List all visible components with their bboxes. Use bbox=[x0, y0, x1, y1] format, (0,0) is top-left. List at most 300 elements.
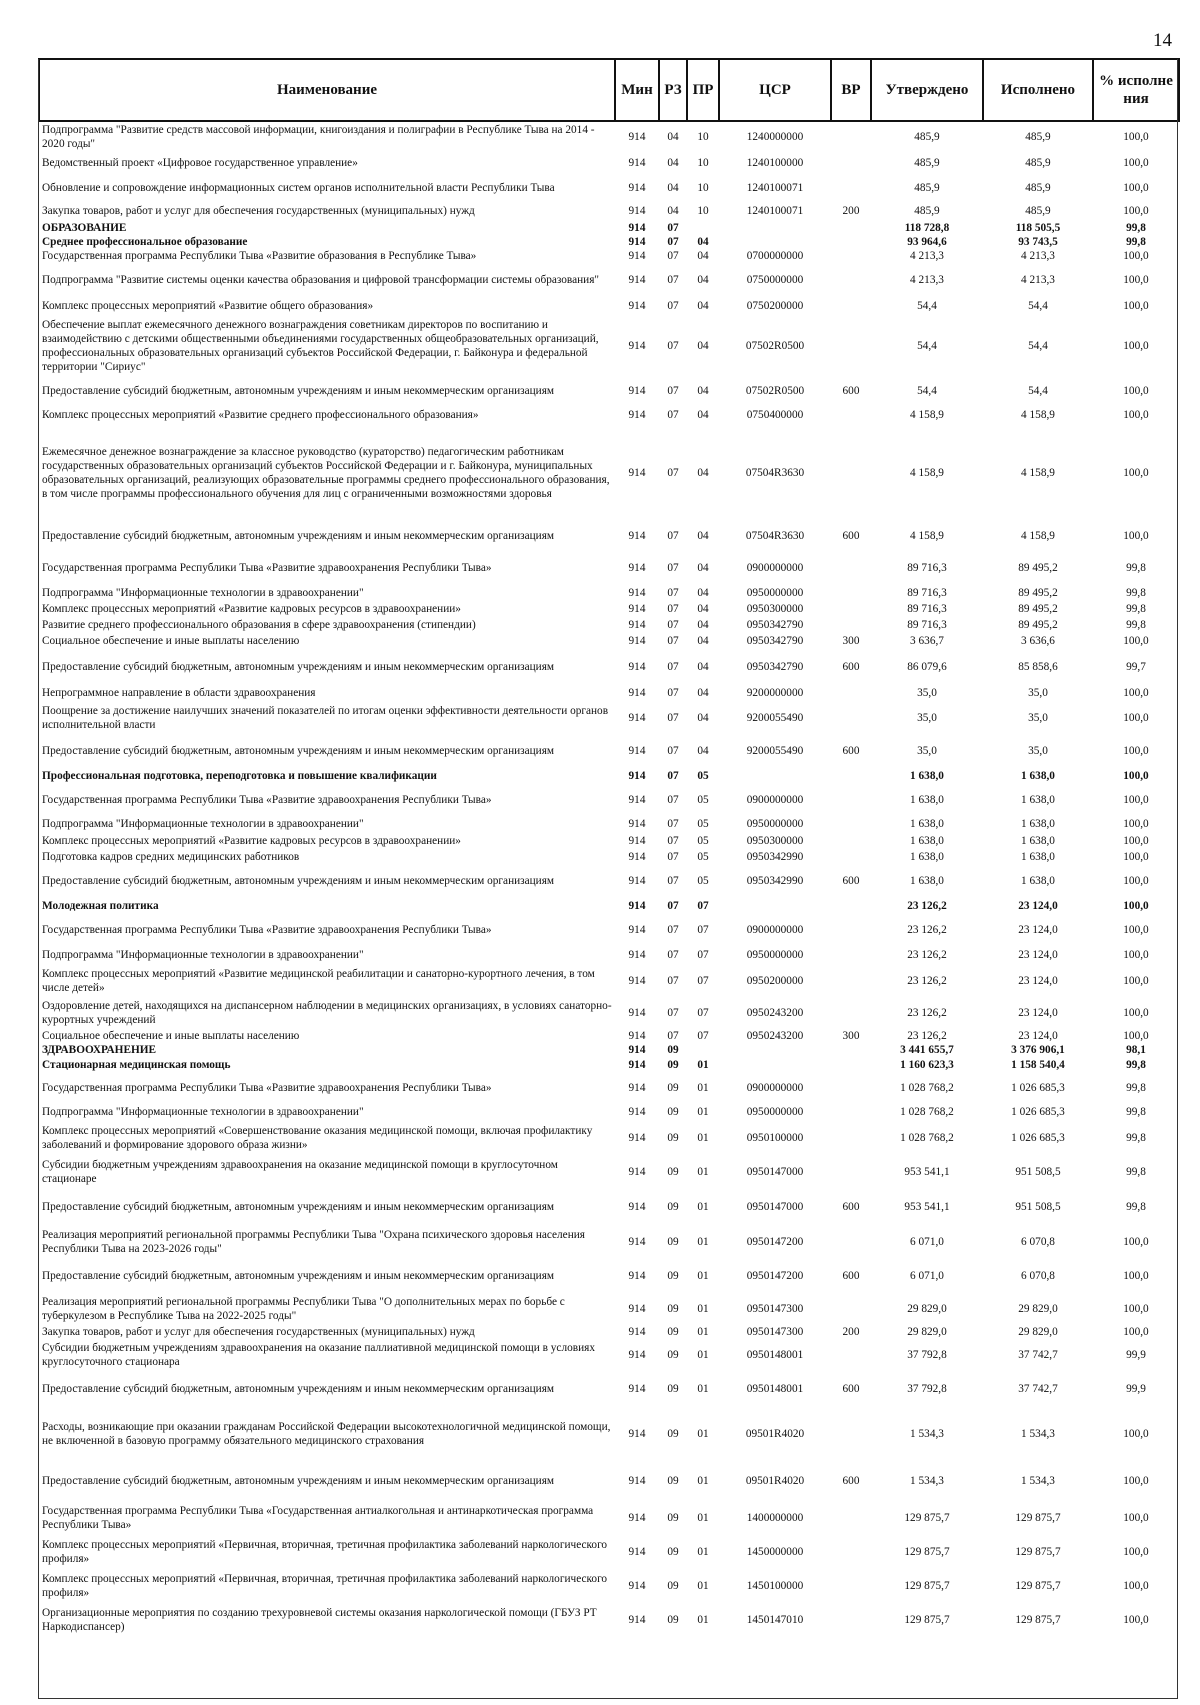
row-min: 914 bbox=[628, 1082, 646, 1094]
table-row bbox=[39, 315, 1179, 377]
row-approved: 1 028 768,2 bbox=[900, 1132, 954, 1144]
row-executed: 4 213,3 bbox=[1021, 250, 1055, 262]
row-pr: 01 bbox=[697, 1428, 709, 1440]
row-percent: 100,0 bbox=[1123, 1512, 1149, 1524]
row-percent: 99,9 bbox=[1126, 1383, 1146, 1395]
row-executed: 37 742,7 bbox=[1018, 1349, 1058, 1361]
row-csr: 0950147200 bbox=[746, 1236, 804, 1248]
row-percent: 100,0 bbox=[1123, 467, 1149, 479]
row-approved: 1 638,0 bbox=[910, 770, 944, 782]
row-executed: 35,0 bbox=[1028, 712, 1048, 724]
row-csr: 0950147000 bbox=[746, 1166, 804, 1178]
row-pr: 07 bbox=[697, 1030, 709, 1042]
row-rz: 09 bbox=[667, 1270, 679, 1282]
row-percent: 99,8 bbox=[1126, 619, 1146, 631]
row-csr: 09501R4020 bbox=[745, 1428, 805, 1440]
table-row bbox=[39, 201, 1179, 221]
row-pr: 10 bbox=[697, 130, 709, 143]
row-approved: 89 716,3 bbox=[907, 619, 947, 631]
row-name: Субсидии бюджетным учреждениям здравоохранения на оказание медицинской помощи в круглосуточном стационаре bbox=[42, 1159, 558, 1185]
row-percent: 100,0 bbox=[1123, 157, 1149, 169]
row-rz: 07 bbox=[667, 687, 679, 699]
row-csr: 0950342790 bbox=[746, 619, 804, 631]
header-csr: ЦСР bbox=[719, 59, 831, 121]
row-rz: 04 bbox=[667, 157, 679, 169]
row-approved: 89 716,3 bbox=[907, 603, 947, 615]
row-name: Предоставление субсидий бюджетным, автономным учреждениям и иным некоммерческим организациям bbox=[42, 661, 555, 673]
row-vr: 600 bbox=[842, 530, 860, 542]
row-executed: 1 638,0 bbox=[1021, 818, 1055, 830]
row-csr: 0950300000 bbox=[746, 603, 804, 615]
table-row bbox=[39, 425, 1179, 521]
row-vr bbox=[831, 221, 871, 235]
table-row bbox=[39, 601, 1179, 617]
row-name: Комплекс процессных мероприятий «Первичная, вторичная, третичная профилактика заболеваний наркологического профиля» bbox=[42, 1539, 608, 1565]
row-percent: 100,0 bbox=[1123, 1475, 1149, 1487]
row-percent: 99,8 bbox=[1126, 562, 1146, 574]
row-name: Предоставление субсидий бюджетным, автономным учреждениям и иным некоммерческим организациям bbox=[42, 385, 555, 397]
row-percent: 100,0 bbox=[1123, 1030, 1149, 1042]
row-executed: 1 638,0 bbox=[1021, 851, 1055, 863]
row-executed: 1 638,0 bbox=[1021, 770, 1055, 782]
row-csr bbox=[719, 221, 831, 235]
table-row bbox=[39, 865, 1179, 897]
row-vr bbox=[831, 965, 871, 997]
row-executed: 1 534,3 bbox=[1021, 1428, 1055, 1440]
row-pr: 10 bbox=[697, 205, 709, 217]
row-csr bbox=[719, 235, 831, 249]
row-pr: 04 bbox=[697, 385, 709, 397]
row-approved: 86 079,6 bbox=[907, 661, 947, 673]
row-approved: 129 875,7 bbox=[904, 1546, 950, 1558]
row-vr: 600 bbox=[842, 745, 860, 757]
row-name: Комплекс процессных мероприятий «Развитие среднего профессионального образования» bbox=[42, 409, 479, 421]
table-row bbox=[39, 1293, 1179, 1325]
row-name: Обновление и сопровождение информационных систем органов исполнительной власти Республики Тыва bbox=[42, 182, 555, 194]
row-rz: 07 bbox=[667, 900, 679, 912]
row-name: Оздоровление детей, находящихся на диспансерном наблюдении в медицинских организациях, в условиях санаторно-курортных учреждений bbox=[42, 1000, 612, 1026]
row-name: Предоставление субсидий бюджетным, автономным учреждениям и иным некоммерческим организациям bbox=[42, 745, 555, 757]
table-row bbox=[39, 815, 1179, 833]
row-percent: 100,0 bbox=[1123, 182, 1149, 194]
row-approved: 4 213,3 bbox=[910, 250, 944, 262]
row-executed: 93 743,5 bbox=[1018, 236, 1058, 248]
row-percent: 100,0 bbox=[1123, 1614, 1149, 1626]
row-csr: 0700000000 bbox=[746, 250, 804, 262]
row-percent: 100,0 bbox=[1123, 1580, 1149, 1592]
row-percent: 99,8 bbox=[1126, 1059, 1146, 1071]
row-min: 914 bbox=[628, 1326, 646, 1338]
row-executed: 129 875,7 bbox=[1015, 1546, 1061, 1558]
row-min: 914 bbox=[628, 975, 646, 987]
row-percent: 100,0 bbox=[1123, 818, 1149, 830]
row-min: 914 bbox=[628, 530, 646, 542]
row-name: Подпрограмма "Информационные технологии в здравоохранении" bbox=[42, 1106, 364, 1118]
row-vr: 300 bbox=[842, 635, 860, 647]
row-csr: 0900000000 bbox=[746, 794, 804, 806]
table-row bbox=[39, 585, 1179, 601]
row-csr bbox=[719, 897, 831, 915]
row-executed: 23 124,0 bbox=[1018, 900, 1058, 912]
row-vr bbox=[831, 1155, 871, 1189]
row-csr: 0950148001 bbox=[746, 1349, 804, 1361]
row-name: Предоставление субсидий бюджетным, автономным учреждениям и иным некоммерческим организациям bbox=[42, 1201, 555, 1213]
row-pr: 04 bbox=[697, 619, 709, 631]
row-csr: 0900000000 bbox=[746, 1082, 804, 1094]
row-executed: 35,0 bbox=[1028, 687, 1048, 699]
row-min: 914 bbox=[628, 1132, 646, 1144]
row-min: 914 bbox=[628, 687, 646, 699]
row-name: Подпрограмма "Развитие средств массовой информации, книгоиздания и полиграфии в Республике Тыва на 2014 - 2020 годы" bbox=[42, 123, 595, 150]
row-rz: 09 bbox=[667, 1082, 679, 1094]
row-approved: 1 638,0 bbox=[910, 818, 944, 830]
row-percent: 98,1 bbox=[1126, 1044, 1146, 1056]
row-pr: 01 bbox=[697, 1614, 709, 1626]
row-rz: 09 bbox=[667, 1512, 679, 1524]
table-row bbox=[39, 551, 1179, 585]
row-vr bbox=[831, 1569, 871, 1603]
row-csr: 0950342790 bbox=[746, 635, 804, 647]
row-min: 914 bbox=[628, 794, 646, 806]
row-vr bbox=[831, 1293, 871, 1325]
row-vr bbox=[831, 1103, 871, 1121]
row-vr bbox=[831, 249, 871, 263]
row-vr bbox=[831, 1535, 871, 1569]
row-percent: 100,0 bbox=[1123, 835, 1149, 847]
row-csr: 1240100000 bbox=[746, 157, 804, 169]
row-rz: 09 bbox=[667, 1044, 679, 1056]
row-pr: 07 bbox=[697, 900, 709, 912]
row-name: Поощрение за достижение наилучших значений показателей по итогам оценки эффективности деятельности органов исполнительной власти bbox=[42, 705, 609, 731]
row-min: 914 bbox=[628, 236, 646, 248]
row-name: Непрограммное направление в области здравоохранения bbox=[42, 687, 316, 699]
row-percent: 100,0 bbox=[1123, 794, 1149, 806]
row-name: Государственная программа Республики Тыва «Развитие здравоохранения Республики Тыва» bbox=[42, 562, 492, 574]
table-row bbox=[39, 1569, 1179, 1603]
row-vr: 600 bbox=[842, 875, 860, 887]
table-row bbox=[39, 1189, 1179, 1225]
row-name: Закупка товаров, работ и услуг для обеспечения государственных (муниципальных) нужд bbox=[42, 205, 475, 217]
row-percent: 99,8 bbox=[1126, 1166, 1146, 1178]
row-name: Комплекс процессных мероприятий «Первичная, вторичная, третичная профилактика заболеваний наркологического профиля» bbox=[42, 1573, 608, 1599]
header-rz: РЗ bbox=[659, 59, 687, 121]
row-name: Государственная программа Республики Тыва «Развитие здравоохранения Республики Тыва» bbox=[42, 1082, 492, 1094]
row-vr bbox=[831, 617, 871, 633]
header-percent: % исполнения bbox=[1093, 59, 1179, 121]
row-pr: 01 bbox=[697, 1326, 709, 1338]
row-csr: 0950000000 bbox=[746, 1106, 804, 1118]
row-executed: 4 158,9 bbox=[1021, 409, 1055, 421]
table-row bbox=[39, 221, 1179, 235]
row-rz: 07 bbox=[667, 236, 679, 248]
row-executed: 3 376 906,1 bbox=[1011, 1044, 1065, 1056]
table-row bbox=[39, 175, 1179, 201]
row-approved: 23 126,2 bbox=[907, 1030, 947, 1042]
table-row bbox=[39, 997, 1179, 1029]
row-vr bbox=[831, 1339, 871, 1371]
row-csr: 0950147300 bbox=[746, 1326, 804, 1338]
row-pr: 01 bbox=[697, 1349, 709, 1361]
table-row bbox=[39, 1339, 1179, 1371]
row-min: 914 bbox=[628, 1166, 646, 1178]
row-name: Комплекс процессных мероприятий «Развитие кадровых ресурсов в здравоохранении» bbox=[42, 835, 461, 847]
row-pr: 01 bbox=[697, 1132, 709, 1144]
table-row bbox=[39, 649, 1179, 685]
row-name: Социальное обеспечение и иные выплаты населению bbox=[42, 1030, 300, 1042]
row-rz: 07 bbox=[667, 467, 679, 479]
row-percent: 100,0 bbox=[1123, 1546, 1149, 1558]
row-approved: 35,0 bbox=[917, 687, 937, 699]
row-executed: 89 495,2 bbox=[1018, 603, 1058, 615]
row-approved: 3 441 655,7 bbox=[900, 1044, 954, 1056]
table-row bbox=[39, 151, 1179, 175]
row-percent: 99,8 bbox=[1126, 603, 1146, 615]
row-percent: 99,8 bbox=[1126, 1132, 1146, 1144]
table-row bbox=[39, 735, 1179, 767]
row-min: 914 bbox=[628, 1614, 646, 1626]
row-rz: 07 bbox=[667, 661, 679, 673]
row-pr: 04 bbox=[697, 236, 709, 248]
row-min: 914 bbox=[628, 619, 646, 631]
row-min: 914 bbox=[628, 1201, 646, 1213]
row-executed: 1 026 685,3 bbox=[1011, 1082, 1065, 1094]
row-name: Государственная программа Республики Тыва «Развитие здравоохранения Республики Тыва» bbox=[42, 794, 492, 806]
table-row bbox=[39, 1501, 1179, 1535]
row-name: Среднее профессиональное образование bbox=[42, 236, 248, 248]
row-rz: 09 bbox=[667, 1132, 679, 1144]
table-row bbox=[39, 1461, 1179, 1501]
row-csr: 0950148001 bbox=[746, 1383, 804, 1395]
row-pr: 04 bbox=[697, 409, 709, 421]
row-percent: 100,0 bbox=[1123, 851, 1149, 863]
row-percent: 99,9 bbox=[1126, 1349, 1146, 1361]
row-name: Субсидии бюджетным учреждениям здравоохранения на оказание паллиативной медицинской помощи в условиях круглосуточного стационара bbox=[42, 1342, 595, 1368]
row-min: 914 bbox=[628, 1303, 646, 1315]
row-approved: 1 638,0 bbox=[910, 835, 944, 847]
row-percent: 100,0 bbox=[1123, 205, 1149, 217]
row-csr: 1240000000 bbox=[746, 130, 804, 143]
row-percent: 100,0 bbox=[1123, 1326, 1149, 1338]
row-csr: 0950147300 bbox=[746, 1303, 804, 1315]
row-pr: 01 bbox=[697, 1546, 709, 1558]
row-name: Государственная программа Республики Тыва «Развитие образования в Республике Тыва» bbox=[42, 250, 477, 262]
row-min: 914 bbox=[628, 1512, 646, 1524]
table-row bbox=[39, 897, 1179, 915]
row-executed: 54,4 bbox=[1028, 340, 1048, 352]
row-percent: 100,0 bbox=[1123, 1007, 1149, 1019]
row-csr: 0950243200 bbox=[746, 1007, 804, 1019]
row-vr bbox=[831, 785, 871, 815]
table-row bbox=[39, 915, 1179, 945]
row-rz: 07 bbox=[667, 770, 679, 782]
row-vr bbox=[831, 997, 871, 1029]
row-vr: 600 bbox=[842, 385, 860, 397]
row-vr bbox=[831, 121, 871, 151]
row-rz: 07 bbox=[667, 635, 679, 647]
row-approved: 37 792,8 bbox=[907, 1349, 947, 1361]
row-executed: 3 636,6 bbox=[1021, 635, 1055, 647]
row-executed: 4 158,9 bbox=[1021, 530, 1055, 542]
row-executed: 1 638,0 bbox=[1021, 794, 1055, 806]
row-csr: 9200000000 bbox=[746, 687, 804, 699]
row-executed: 1 158 540,4 bbox=[1011, 1059, 1065, 1071]
row-vr bbox=[831, 945, 871, 965]
row-pr: 04 bbox=[697, 587, 709, 599]
row-approved: 1 534,3 bbox=[910, 1428, 944, 1440]
row-percent: 100,0 bbox=[1123, 1428, 1149, 1440]
row-min: 914 bbox=[628, 1349, 646, 1361]
row-rz: 09 bbox=[667, 1326, 679, 1338]
row-vr bbox=[831, 915, 871, 945]
row-rz: 09 bbox=[667, 1428, 679, 1440]
header-executed: Исполнено bbox=[983, 59, 1093, 121]
row-name: Подпрограмма "Развитие системы оценки качества образования и цифровой трансформации системы образования" bbox=[42, 274, 600, 286]
row-name: Закупка товаров, работ и услуг для обеспечения государственных (муниципальных) нужд bbox=[42, 1326, 475, 1338]
row-csr bbox=[719, 767, 831, 785]
row-vr bbox=[831, 175, 871, 201]
row-percent: 99,8 bbox=[1126, 1106, 1146, 1118]
row-percent: 99,8 bbox=[1126, 236, 1146, 248]
row-executed: 35,0 bbox=[1028, 745, 1048, 757]
row-min: 914 bbox=[628, 745, 646, 757]
row-min: 914 bbox=[628, 340, 646, 352]
row-percent: 99,8 bbox=[1126, 587, 1146, 599]
row-name: Ежемесячное денежное вознаграждение за классное руководство (кураторство) педагогическим работникам государственных образовательных организаций субъектов Российской Федерации и г. Байконура, муниципальных образовательных организаций, реализующих образовательные программы среднего профессионального образования, в том числе программы профессионального обучения для лиц с ограниченными возможностями здоровья bbox=[42, 446, 610, 500]
row-min: 914 bbox=[628, 1236, 646, 1248]
row-rz: 07 bbox=[667, 1030, 679, 1042]
row-vr bbox=[831, 151, 871, 175]
row-name: Реализация мероприятий региональной программы Республики Тыва "О дополнительных мерах по борьбе с туберкулезом в Республике Тыва на 2022-2025 годы" bbox=[42, 1296, 565, 1322]
row-min: 914 bbox=[628, 274, 646, 286]
row-vr bbox=[831, 1501, 871, 1535]
row-pr: 04 bbox=[697, 250, 709, 262]
row-approved: 1 534,3 bbox=[910, 1475, 944, 1487]
table-row bbox=[39, 1043, 1179, 1057]
table-row bbox=[39, 235, 1179, 249]
row-rz: 09 bbox=[667, 1303, 679, 1315]
row-name: Развитие среднего профессионального образования в сфере здравоохранения (стипендии) bbox=[42, 619, 476, 631]
row-rz: 07 bbox=[667, 385, 679, 397]
row-csr: 09501R4020 bbox=[745, 1475, 805, 1487]
row-executed: 485,9 bbox=[1025, 157, 1051, 169]
row-vr: 600 bbox=[842, 1201, 860, 1213]
row-min: 914 bbox=[628, 635, 646, 647]
row-pr: 04 bbox=[697, 661, 709, 673]
row-pr bbox=[687, 1043, 719, 1057]
table-row bbox=[39, 1155, 1179, 1189]
row-rz: 09 bbox=[667, 1614, 679, 1626]
row-approved: 23 126,2 bbox=[907, 975, 947, 987]
row-approved: 485,9 bbox=[914, 130, 940, 143]
row-rz: 07 bbox=[667, 712, 679, 724]
row-pr: 04 bbox=[697, 635, 709, 647]
row-name: Расходы, возникающие при оказании гражданам Российской Федерации высокотехнологичной медицинской помощи, не включенной в базовую программу обязательного медицинского страхования bbox=[42, 1421, 611, 1447]
row-csr: 07504R3630 bbox=[745, 467, 805, 479]
row-csr: 07504R3630 bbox=[745, 530, 805, 542]
row-name: Комплекс процессных мероприятий «Развитие медицинской реабилитации и санаторно-курортного лечения, в том числе детей» bbox=[42, 968, 595, 994]
row-min: 914 bbox=[628, 1270, 646, 1282]
row-min: 914 bbox=[628, 385, 646, 397]
row-approved: 4 158,9 bbox=[910, 467, 944, 479]
row-pr: 04 bbox=[697, 712, 709, 724]
row-approved: 4 158,9 bbox=[910, 409, 944, 421]
table-row bbox=[39, 849, 1179, 865]
row-approved: 129 875,7 bbox=[904, 1614, 950, 1626]
row-min: 914 bbox=[628, 661, 646, 673]
row-rz: 09 bbox=[667, 1383, 679, 1395]
row-vr bbox=[831, 1603, 871, 1637]
row-csr: 0950300000 bbox=[746, 835, 804, 847]
row-vr bbox=[831, 685, 871, 701]
row-pr: 05 bbox=[697, 851, 709, 863]
row-vr bbox=[831, 1057, 871, 1073]
row-name: Предоставление субсидий бюджетным, автономным учреждениям и иным некоммерческим организациям bbox=[42, 875, 555, 887]
row-vr bbox=[831, 551, 871, 585]
row-rz: 07 bbox=[667, 875, 679, 887]
row-rz: 07 bbox=[667, 603, 679, 615]
row-vr bbox=[831, 1043, 871, 1057]
row-approved: 89 716,3 bbox=[907, 562, 947, 574]
row-csr: 0950147000 bbox=[746, 1201, 804, 1213]
row-csr: 0950000000 bbox=[746, 949, 804, 961]
table-body bbox=[39, 121, 1179, 1637]
row-percent: 100,0 bbox=[1123, 635, 1149, 647]
row-name: Подготовка кадров средних медицинских работников bbox=[42, 851, 300, 863]
row-executed: 1 638,0 bbox=[1021, 875, 1055, 887]
row-percent: 100,0 bbox=[1123, 340, 1149, 352]
table-row bbox=[39, 263, 1179, 297]
row-min: 914 bbox=[628, 130, 646, 143]
row-executed: 485,9 bbox=[1025, 130, 1051, 143]
table-row bbox=[39, 297, 1179, 315]
row-approved: 93 964,6 bbox=[907, 236, 947, 248]
row-vr bbox=[831, 425, 871, 521]
row-name: Подпрограмма "Информационные технологии в здравоохранении" bbox=[42, 818, 364, 830]
row-name: Предоставление субсидий бюджетным, автономным учреждениям и иным некоммерческим организациям bbox=[42, 1383, 555, 1395]
row-pr: 01 bbox=[697, 1201, 709, 1213]
row-min: 914 bbox=[628, 300, 646, 312]
row-rz: 09 bbox=[667, 1236, 679, 1248]
row-pr: 10 bbox=[697, 182, 709, 194]
row-min: 914 bbox=[628, 1383, 646, 1395]
row-name: Подпрограмма "Информационные технологии в здравоохранении" bbox=[42, 587, 364, 599]
row-min: 914 bbox=[628, 1428, 646, 1440]
row-min: 914 bbox=[628, 205, 646, 217]
row-approved: 485,9 bbox=[914, 205, 940, 217]
table-row bbox=[39, 633, 1179, 649]
row-pr: 01 bbox=[697, 1303, 709, 1315]
row-percent: 100,0 bbox=[1123, 1303, 1149, 1315]
row-name: Подпрограмма "Информационные технологии в здравоохранении" bbox=[42, 949, 364, 961]
row-percent: 99,8 bbox=[1126, 222, 1146, 234]
row-pr: 05 bbox=[697, 818, 709, 830]
row-approved: 35,0 bbox=[917, 712, 937, 724]
row-percent: 100,0 bbox=[1123, 300, 1149, 312]
row-pr bbox=[687, 221, 719, 235]
row-pr: 04 bbox=[697, 340, 709, 352]
row-name: Государственная программа Республики Тыва «Развитие здравоохранения Республики Тыва» bbox=[42, 924, 492, 936]
row-approved: 29 829,0 bbox=[907, 1303, 947, 1315]
row-name: Предоставление субсидий бюджетным, автономным учреждениям и иным некоммерческим организациям bbox=[42, 1475, 555, 1487]
row-rz: 07 bbox=[667, 250, 679, 262]
row-min: 914 bbox=[628, 1030, 646, 1042]
table-row bbox=[39, 521, 1179, 551]
header-name: Наименование bbox=[39, 59, 615, 121]
row-percent: 100,0 bbox=[1123, 409, 1149, 421]
row-pr: 05 bbox=[697, 770, 709, 782]
row-min: 914 bbox=[628, 770, 646, 782]
row-csr: 1450000000 bbox=[746, 1546, 804, 1558]
